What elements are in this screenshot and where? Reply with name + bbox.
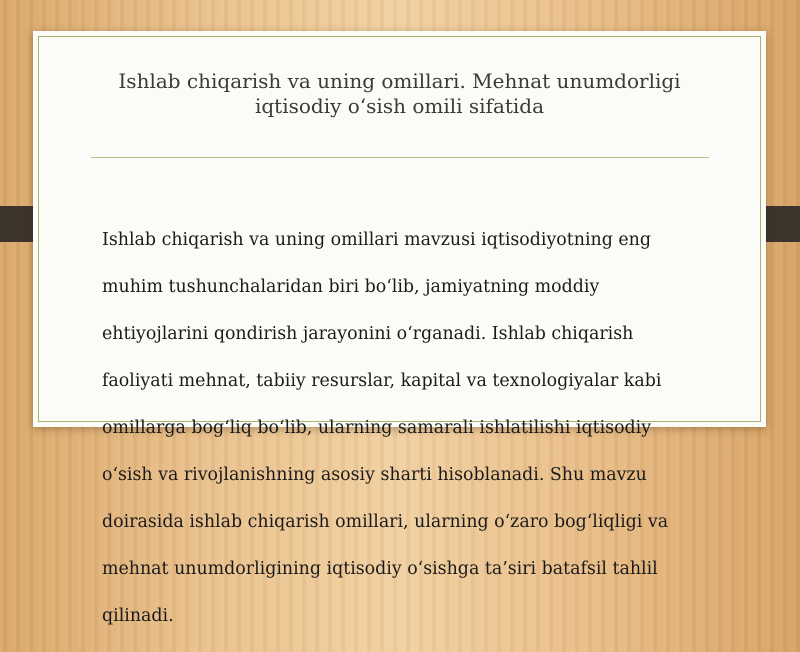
title-divider [91, 157, 709, 158]
body-line: qilinadi. [102, 605, 174, 626]
body-line: omillarga bog‘liq bo‘lib, ularning samarali ishlatilishi iqtisodiy [102, 417, 652, 438]
body-line: mehnat unumdorligining iqtisodiy o‘sishga ta’siri batafsil tahlil [102, 558, 658, 579]
body-line: ehtiyojlarini qondirish jarayonini o‘rganadi. Ishlab chiqarish [102, 323, 634, 344]
body-line: doirasida ishlab chiqarish omillari, ularning o‘zaro bog‘liqligi va [102, 511, 669, 532]
body-line: o‘sish va rivojlanishning asosiy sharti hisoblanadi. Shu mavzu [102, 464, 647, 485]
slide-title-line-1: Ishlab chiqarish va uning omillari. Mehnat unumdorligi [118, 69, 681, 93]
slide-body-text [102, 205, 702, 652]
slide-title-line-2: iqtisodiy o‘sish omili sifatida [254, 94, 545, 118]
body-line: muhim tushunchalaridan biri bo‘lib, jamiyatning moddiy [102, 276, 600, 297]
body-line: Ishlab chiqarish va uning omillari mavzusi iqtisodiyotning eng [102, 229, 652, 250]
slide-title [73, 69, 726, 119]
slide-card [33, 31, 766, 626]
body-line: faoliyati mehnat, tabiiy resurslar, kapital va texnologiyalar kabi [102, 370, 662, 391]
